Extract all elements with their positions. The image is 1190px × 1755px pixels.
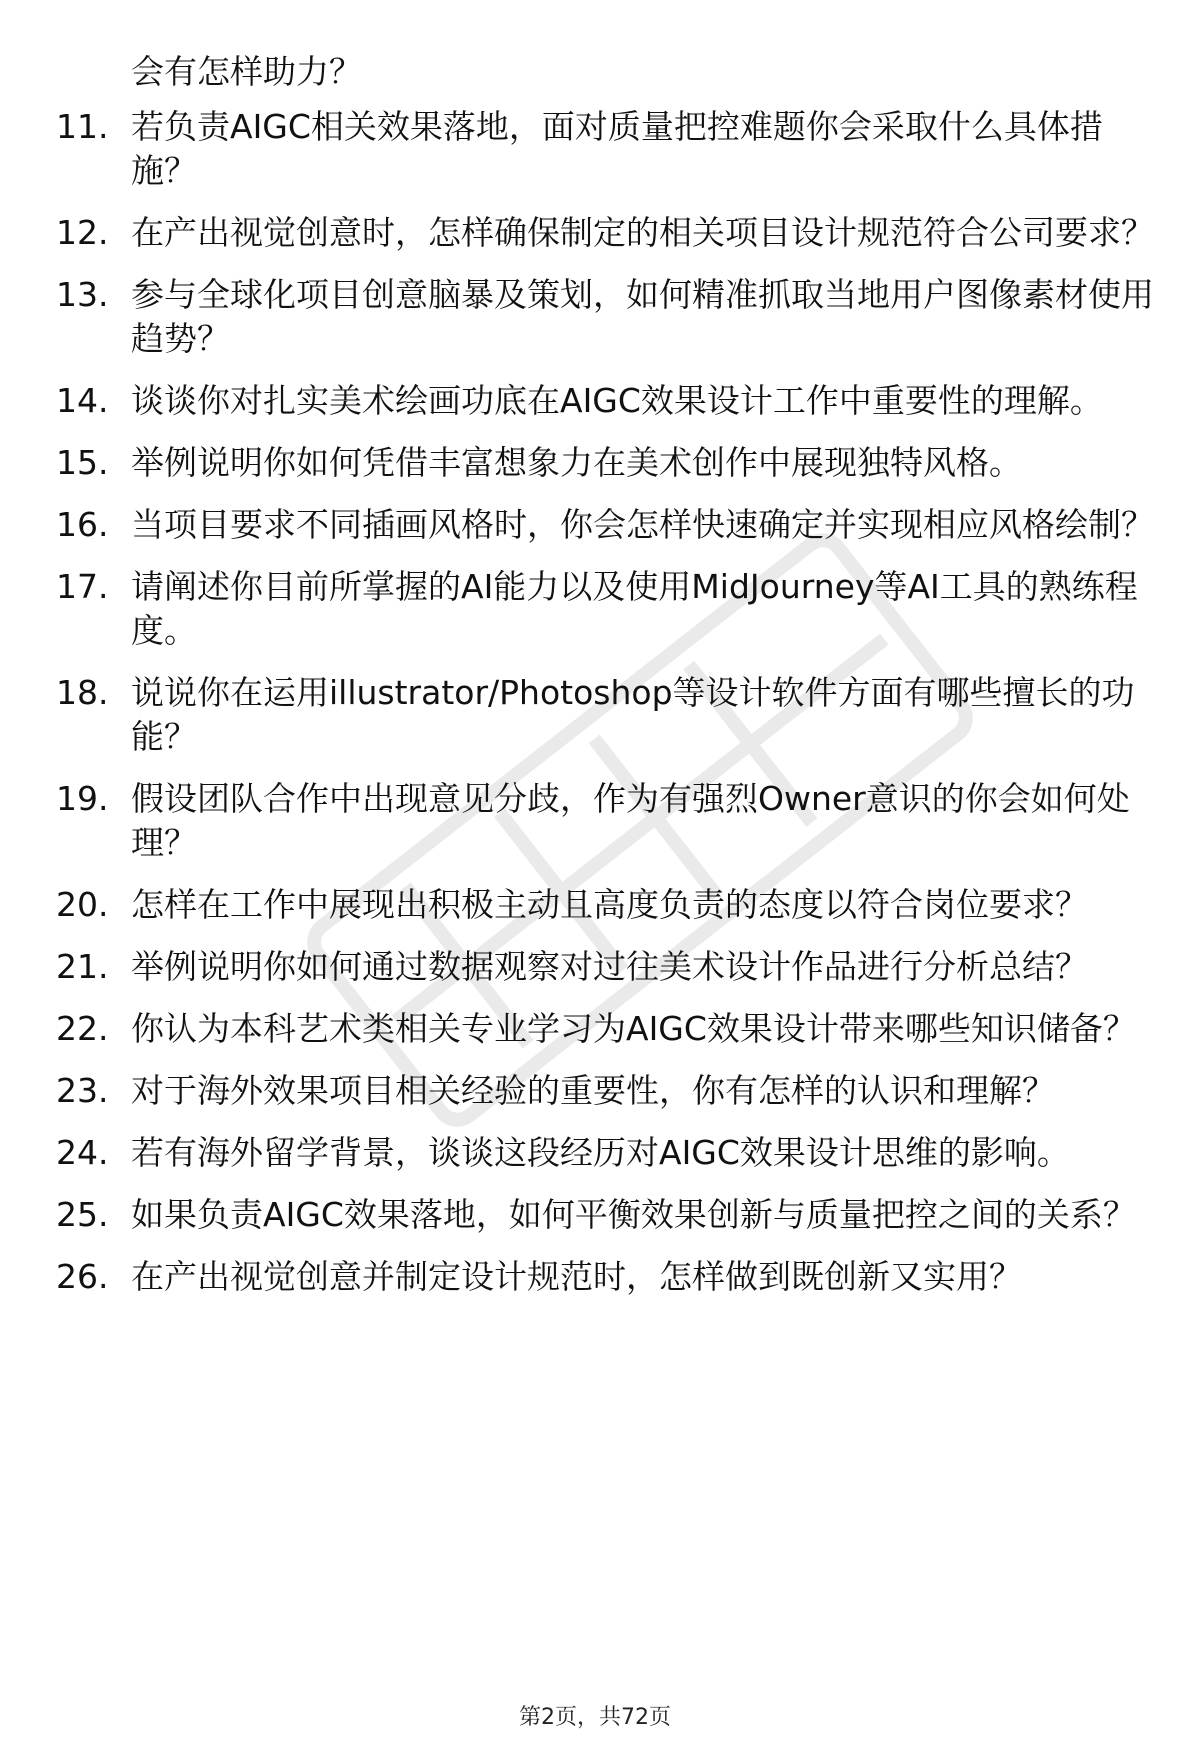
item-number: 18. [56,673,109,712]
item-number: 22. [56,1009,109,1048]
item-text: 若有海外留学背景，谈谈这段经历对AIGC效果设计思维的影响。 [131,1133,1070,1172]
list-item [0,105,1161,193]
list-item [0,565,1161,653]
item-number: 12. [56,213,109,252]
item-number: 25. [56,1195,109,1234]
list-item [0,1193,1161,1237]
list-item [0,945,1161,989]
item-text: 当项目要求不同插画风格时，你会怎样快速确定并实现相应风格绘制？ [131,505,1154,544]
item-text: 假设团队合作中出现意见分歧，作为有强烈Owner意识的你会如何处理？ [131,779,1130,862]
item-text: 举例说明你如何凭借丰富想象力在美术创作中展现独特风格。 [131,443,1022,482]
list-item [0,1131,1161,1175]
item-number: 14. [56,381,109,420]
item-text: 说说你在运用illustrator/Photoshop等设计软件方面有哪些擅长的功能？ [131,673,1135,756]
list-item [0,883,1161,927]
item-number: 11. [56,107,109,146]
item-number: 26. [56,1257,109,1296]
list-item [0,379,1161,423]
item-text: 你认为本科艺术类相关专业学习为AIGC效果设计带来哪些知识储备？ [131,1009,1136,1048]
item-text: 若负责AIGC相关效果落地，面对质量把控难题你会采取什么具体措施？ [131,107,1103,190]
question-list [0,105,1190,1317]
item-text: 在产出视觉创意并制定设计规范时，怎样做到既创新又实用？ [131,1257,1022,1296]
item-text: 请阐述你目前所掌握的AI能力以及使用MidJourney等AI工具的熟练程度。 [131,567,1138,650]
item-text: 举例说明你如何通过数据观察对过往美术设计作品进行分析总结？ [131,947,1088,986]
list-item [0,441,1161,485]
item-text: 对于海外效果项目相关经验的重要性，你有怎样的认识和理解？ [131,1071,1055,1110]
list-item [0,211,1161,255]
item-number: 13. [56,275,109,314]
continuation-text: 会有怎样助力？ [131,52,362,91]
list-item [0,1069,1161,1113]
item-number: 23. [56,1071,109,1110]
item-text: 怎样在工作中展现出积极主动且高度负责的态度以符合岗位要求？ [131,885,1088,924]
item-number: 20. [56,885,109,924]
list-item [0,1255,1161,1299]
item-number: 24. [56,1133,109,1172]
item-text: 参与全球化项目创意脑暴及策划，如何精准抓取当地用户图像素材使用趋势？ [131,275,1154,358]
item-number: 21. [56,947,109,986]
list-item [0,503,1161,547]
item-text: 在产出视觉创意时，怎样确保制定的相关项目设计规范符合公司要求？ [131,213,1154,252]
page-number: 第2页，共72页 [519,1705,671,1730]
item-text: 谈谈你对扎实美术绘画功底在AIGC效果设计工作中重要性的理解。 [131,381,1103,420]
item-number: 19. [56,779,109,818]
list-item [0,777,1161,865]
list-item [0,671,1161,759]
item-text: 如果负责AIGC效果落地，如何平衡效果创新与质量把控之间的关系？ [131,1195,1136,1234]
item-number: 15. [56,443,109,482]
list-item [0,1007,1161,1051]
item-number: 17. [56,567,109,606]
item-number: 16. [56,505,109,544]
list-item [0,273,1161,361]
